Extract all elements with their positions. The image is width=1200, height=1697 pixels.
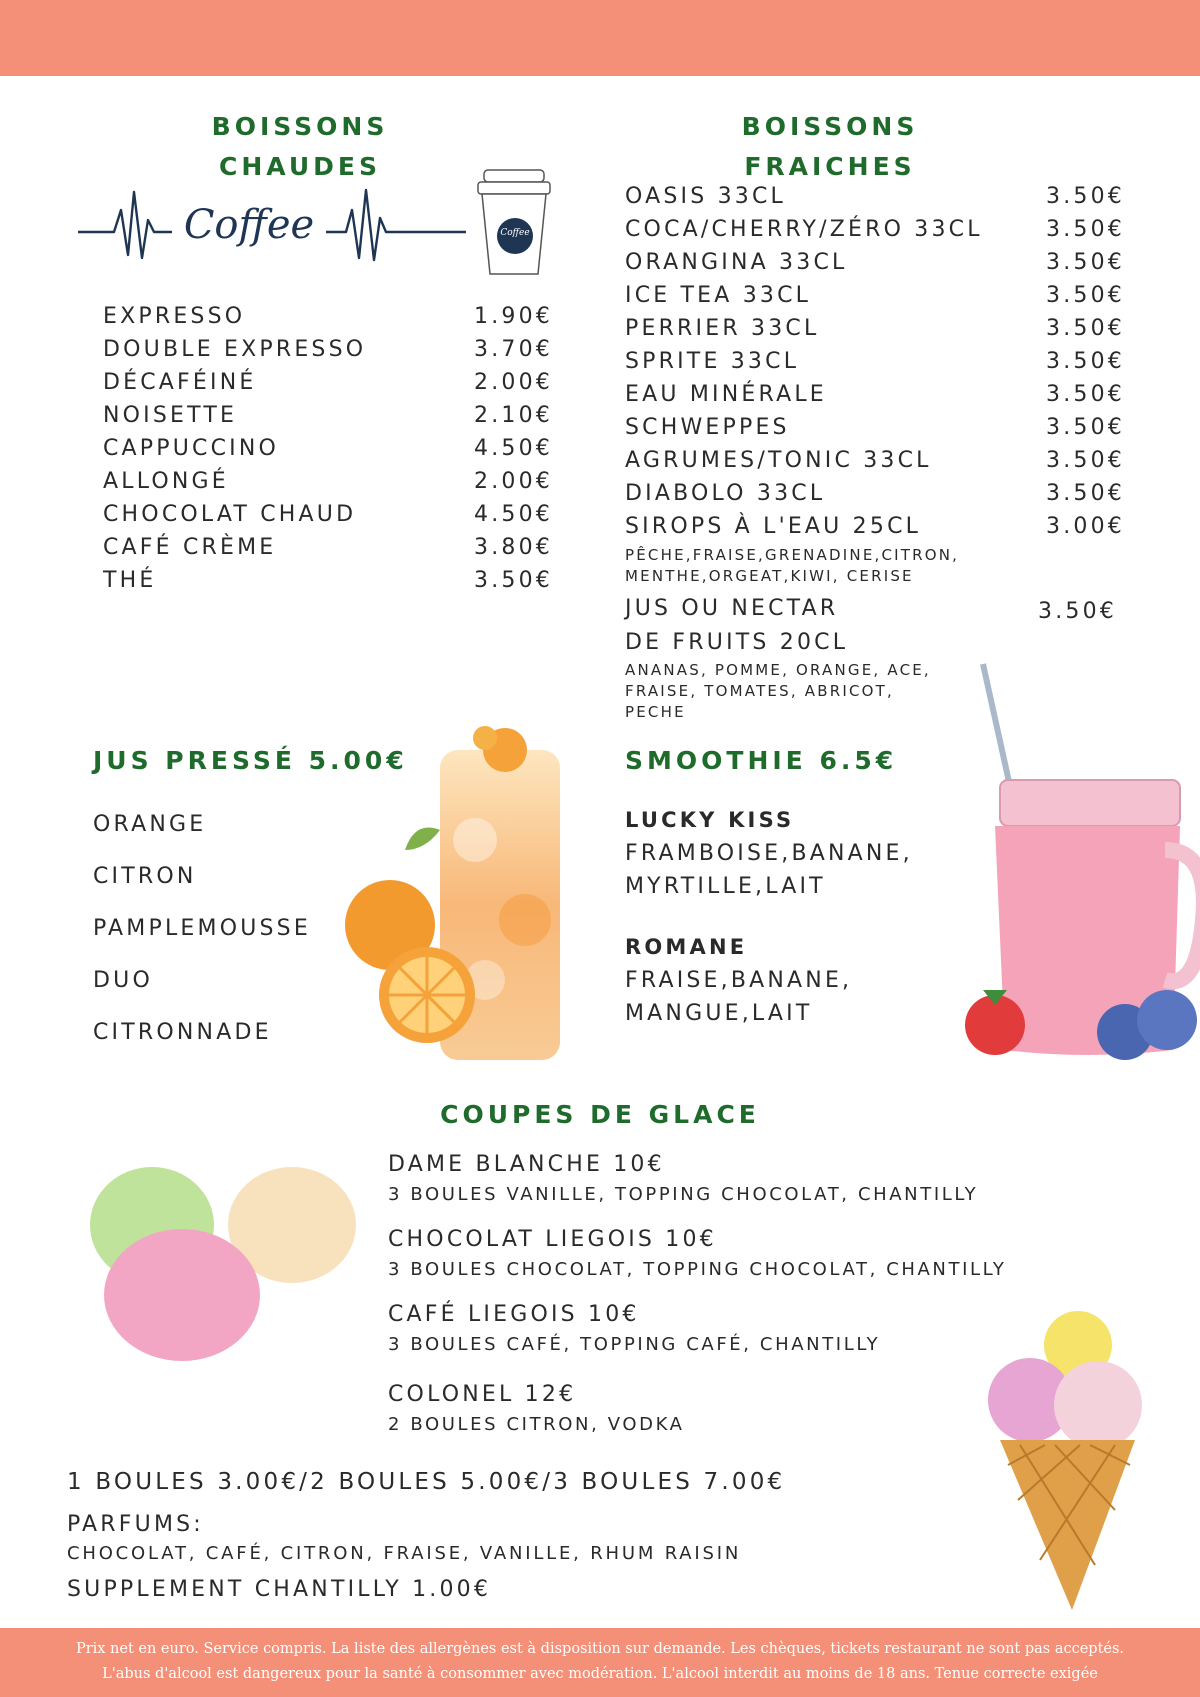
list-item: DOUBLE EXPRESSO 3.70€ bbox=[103, 337, 553, 362]
jus-presse-title: JUS PRESSÉ 5.00€ bbox=[93, 746, 408, 775]
list-item: CAFÉ CRÈME 3.80€ bbox=[103, 535, 553, 560]
list-item: SIROPS À L'EAU 25CL 3.00€ bbox=[625, 514, 1125, 539]
footer-notice bbox=[0, 1628, 1200, 1697]
boules-prices: 1 BOULES 3.00€/2 BOULES 5.00€/3 BOULES 7.00€ bbox=[67, 1469, 786, 1495]
list-item: ORANGINA 33CL 3.50€ bbox=[625, 250, 1125, 275]
smoothie-line: FRAISE,BANANE, bbox=[625, 968, 853, 993]
cold-drinks-title bbox=[680, 107, 980, 187]
glace-item-dame-blanche bbox=[388, 1150, 978, 1205]
parfums-list: CHOCOLAT, CAFÉ, CITRON, FRAISE, VANILLE, RHUM RAISIN bbox=[67, 1543, 742, 1564]
parfums-label: PARFUMS: bbox=[67, 1512, 204, 1537]
smoothie-jar-illustration bbox=[955, 660, 1200, 1065]
jus-nectar-price: 3.50€ bbox=[1038, 599, 1117, 624]
jus-nectar-name bbox=[625, 594, 848, 658]
glace-name: COLONEL 12€ bbox=[388, 1382, 577, 1407]
sirops-detail-line: PÊCHE,FRAISE,GRENADINE,CITRON, bbox=[625, 546, 960, 564]
hot-drinks-title bbox=[150, 107, 450, 187]
glace-name: CHOCOLAT LIEGOIS 10€ bbox=[388, 1227, 717, 1252]
glace-detail: 3 BOULES CAFÉ, TOPPING CAFÉ, CHANTILLY bbox=[388, 1334, 881, 1355]
glace-detail: 3 BOULES VANILLE, TOPPING CHOCOLAT, CHANTILLY bbox=[388, 1184, 979, 1205]
hot-title-line2: CHAUDES bbox=[219, 152, 381, 181]
smoothie-line: FRAMBOISE,BANANE, bbox=[625, 841, 913, 866]
top-banner bbox=[0, 0, 1200, 76]
glace-item-cafe-liegois bbox=[388, 1300, 880, 1355]
footer-line1: Prix net en euro. Service compris. La liste des allergènes est à disposition sur demande. Les chèques, tickets restaurant ne sont pas acceptés. bbox=[75, 1641, 1125, 1657]
hot-drinks-list bbox=[103, 302, 553, 599]
cold-title-line1: BOISSONS bbox=[741, 112, 919, 141]
jus-nectar-detail bbox=[625, 660, 931, 723]
cold-title-line2: FRAICHES bbox=[744, 152, 916, 181]
list-item: ORANGE bbox=[93, 812, 207, 837]
list-item: DIABOLO 33CL 3.50€ bbox=[625, 481, 1125, 506]
jus-detail-line: ANANAS, POMME, ORANGE, ACE, bbox=[625, 661, 931, 679]
cold-drinks-list bbox=[625, 182, 1125, 545]
jus-presse-list bbox=[93, 810, 311, 1070]
glace-item-colonel bbox=[388, 1380, 685, 1435]
list-item: CITRON bbox=[93, 864, 197, 889]
hot-title-line1: BOISSONS bbox=[211, 112, 389, 141]
smoothie-name: LUCKY KISS bbox=[625, 808, 795, 832]
list-item: COCA/CHERRY/ZÉRO 33CL 3.50€ bbox=[625, 217, 1125, 242]
jus-nectar-line: DE FRUITS 20CL bbox=[625, 630, 849, 655]
list-item: DUO bbox=[93, 968, 153, 993]
list-item: EAU MINÉRALE 3.50€ bbox=[625, 382, 1125, 407]
orange-juice-illustration bbox=[335, 720, 575, 1065]
list-item: EXPRESSO 1.90€ bbox=[103, 304, 553, 329]
glace-title: COUPES DE GLACE bbox=[440, 1100, 760, 1129]
smoothie-romane bbox=[625, 932, 852, 1029]
smoothie-lucky-kiss bbox=[625, 805, 913, 902]
jus-detail-line: PECHE bbox=[625, 703, 686, 721]
sirops-detail bbox=[625, 545, 959, 587]
footer-line2: L'abus d'alcool est dangereux pour la santé à consommer avec modération. L'alcool interdit au moins de 18 ans. Tenue correcte exigée bbox=[102, 1666, 1098, 1682]
sirops-detail-line: MENTHE,ORGEAT,KIWI, CERISE bbox=[625, 567, 914, 585]
list-item: CITRONNADE bbox=[93, 1020, 272, 1045]
coffee-heartbeat-logo bbox=[76, 180, 466, 270]
glace-name: DAME BLANCHE 10€ bbox=[388, 1152, 665, 1177]
list-item: SPRITE 33CL 3.50€ bbox=[625, 349, 1125, 374]
list-item: CAPPUCCINO 4.50€ bbox=[103, 436, 553, 461]
list-item: OASIS 33CL 3.50€ bbox=[625, 184, 1125, 209]
ice-cream-cone-illustration bbox=[980, 1305, 1155, 1615]
ice-cream-scoops-illustration bbox=[82, 1145, 367, 1365]
smoothie-name: ROMANE bbox=[625, 935, 748, 959]
jus-nectar-line: JUS OU NECTAR bbox=[625, 596, 839, 621]
glace-item-chocolat-liegois bbox=[388, 1225, 1006, 1280]
list-item: NOISETTE 2.10€ bbox=[103, 403, 553, 428]
list-item: PERRIER 33CL 3.50€ bbox=[625, 316, 1125, 341]
glace-detail: 2 BOULES CITRON, VODKA bbox=[388, 1414, 685, 1435]
list-item: SCHWEPPES 3.50€ bbox=[625, 415, 1125, 440]
cup-logo-text: Coffee bbox=[500, 228, 530, 238]
coffee-logo-text: Coffee bbox=[183, 202, 315, 248]
list-item: PAMPLEMOUSSE bbox=[93, 916, 311, 941]
list-item: ALLONGÉ 2.00€ bbox=[103, 469, 553, 494]
glace-name: CAFÉ LIEGOIS 10€ bbox=[388, 1302, 640, 1327]
glace-detail: 3 BOULES CHOCOLAT, TOPPING CHOCOLAT, CHANTILLY bbox=[388, 1259, 1007, 1280]
smoothie-line: MANGUE,LAIT bbox=[625, 1001, 813, 1026]
smoothie-line: MYRTILLE,LAIT bbox=[625, 874, 826, 899]
list-item: AGRUMES/TONIC 33CL 3.50€ bbox=[625, 448, 1125, 473]
list-item: ICE TEA 33CL 3.50€ bbox=[625, 283, 1125, 308]
coffee-cup-icon bbox=[470, 168, 562, 278]
list-item: THÉ 3.50€ bbox=[103, 568, 553, 593]
list-item: DÉCAFÉINÉ 2.00€ bbox=[103, 370, 553, 395]
jus-detail-line: FRAISE, TOMATES, ABRICOT, bbox=[625, 682, 894, 700]
supplement-chantilly: SUPPLEMENT CHANTILLY 1.00€ bbox=[67, 1577, 492, 1602]
smoothie-title: SMOOTHIE 6.5€ bbox=[625, 746, 898, 775]
list-item: CHOCOLAT CHAUD 4.50€ bbox=[103, 502, 553, 527]
